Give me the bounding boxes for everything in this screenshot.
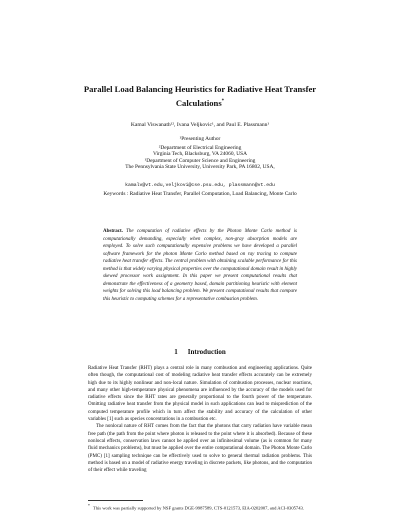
footnote	[88, 503, 312, 512]
affiliation-line: The Pennsylvania State University, University Park, PA 16802, USA,	[125, 164, 275, 171]
affiliation-line: ²Department of Electrical Engineering	[158, 144, 242, 151]
footnote-rule	[88, 500, 143, 501]
paper-title	[60, 84, 340, 109]
section-heading	[60, 348, 340, 356]
author-list: Kamal Viswanath¹², Ivana Veljkovic¹, and Paul E. Plassmann¹	[130, 122, 270, 128]
affiliation-line: ¹Presenting Author	[179, 136, 221, 142]
title-footnote-mark: *	[221, 98, 225, 104]
abstract-text: The computation of radiative effects by the Photon Monte Carlo method is computationally demanding, especially when complex, non-gray absorption models are employed. To solve such computationally expensive problems we have developed a parallel software framework for the photon Monte Carlo method based on ray tracing to compute radiative heat transfer effects. The central problem with obtaining scalable performance for this method is that widely varying physical properties over the computational domain result in highly skewed processor work assignment. In this paper we present computational results that demonstrate the effectiveness of a geometry based, domain partitioning heuristic with element weights for solving this load balancing problem. We present computational results that compare this heuristic to computing schemes for a representative combustion problem.	[103, 229, 297, 302]
section-number: 1	[174, 348, 178, 356]
abstract	[103, 228, 297, 303]
body-text	[88, 365, 312, 474]
abstract-label: Abstract.	[103, 229, 123, 234]
author-emails: kamalv@vt.edu,veljkovi@cse.psu.edu, plassmann@vt.edu	[125, 183, 275, 188]
title-text: Parallel Load Balancing Heuristics for Radiative Heat Transfer Calculations	[83, 84, 317, 108]
footnote-text: This work was partially supported by NSF grants DGE-9987589, CTS-0121573, EIA-0202007, and ACI-0305743.	[92, 505, 304, 511]
affiliations	[30, 136, 370, 171]
body-paragraph: The nonlocal nature of RHT comes from the fact that the photons that carry radiation have variable mean free path (the path from the point where photon is released to the point where it is absorbed). Because of these nonlocal effects, conservation laws cannot be applied over an infinitesimal volume (as is common for many fluid mechanics problems), but must be applied over the entire computational domain. The Photon Monte Carlo (PMC) [1] sampling technique can be effectively used to solve to general thermal radiation problems. This method is based on a model of radiative energy traveling in discrete packets, like photons, and the computation of their effect while traveling	[88, 424, 312, 474]
section-title: Introduction	[187, 348, 226, 356]
affiliation-line: ¹Department of Computer Science and Engineering	[144, 157, 256, 164]
affiliation-line: Virginia Tech, Blacksburg, VA 24060, USA	[152, 151, 248, 158]
keywords: Keywords : Radiative Heat Transfer, Parallel Computation, Load Balancing, Monte Carlo	[103, 191, 297, 197]
footnote-mark: *	[88, 504, 90, 508]
body-paragraph: Radiative Heat Transfer (RHT) plays a central role in many combustion and engineering applications. Quite often though, the computational cost of modeling radiative heat transfer effects accurately can be extremely high due to its highly nonlinear and non-local nature. Simulation of combustion processes, nuclear reactions, and many other high-temperature physical phenomena are influenced by the accuracy of the models used for radiative effects since the RHT rates are generally proportional to the fourth power of the temperature. Omitting radiative heat transfer from the physical model in such applications can lead to misprediction of the computed temperature profile which in turn affect the stability and accuracy of the calculation of other variables [1] such as species concentrations in a combustion etc.	[88, 366, 312, 423]
